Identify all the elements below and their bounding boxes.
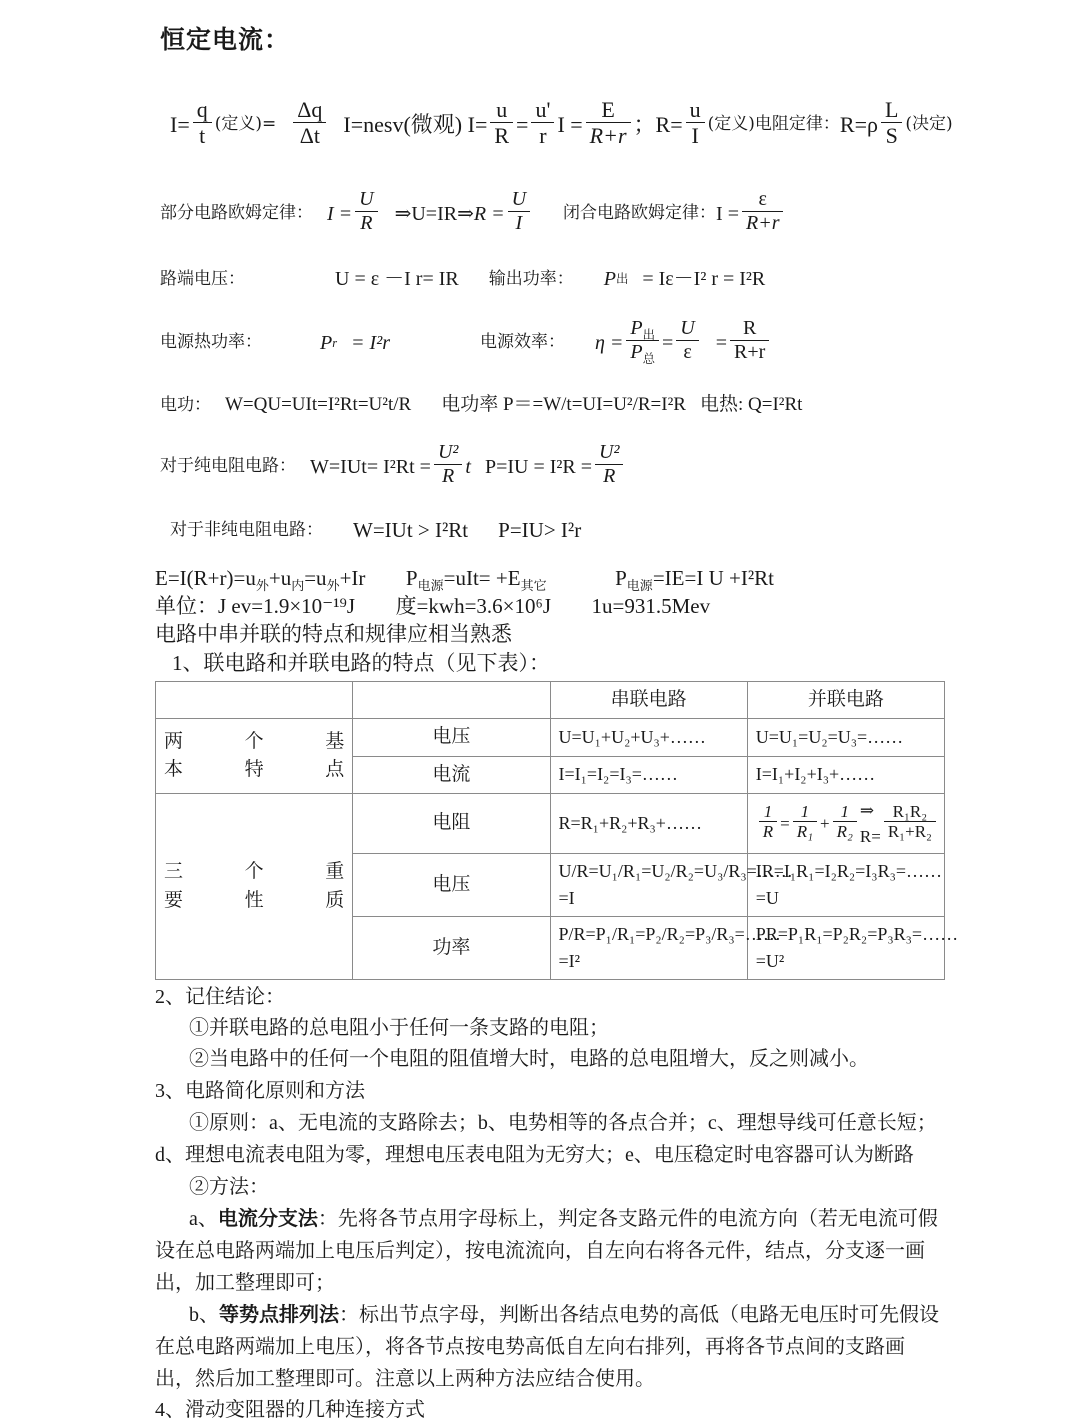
U-squared-over-R-fraction: [434, 442, 462, 487]
fraction-denominator: r: [539, 122, 547, 148]
fraction-denominator: R+r: [589, 122, 627, 148]
equals-sign: =: [780, 813, 790, 833]
equals-sign: =: [516, 111, 529, 137]
resistance-symbol: R =: [473, 202, 505, 225]
circuit-comparison-table: [155, 681, 959, 981]
fraction-numerator: 1: [793, 803, 817, 823]
emf-subscript-internal: 内: [291, 578, 305, 594]
fraction-numerator: R: [730, 318, 769, 341]
delta-q-over-delta-t-fraction: [293, 98, 326, 147]
units-expression: 单位：J ev=1.9×10⁻¹⁹J: [155, 594, 356, 619]
category-line-2: 要性质: [164, 889, 345, 911]
fraction-numerator: U²: [434, 442, 462, 465]
power-symbol: P: [320, 331, 333, 354]
emf-expression-part2: +u: [268, 566, 292, 591]
plus-sign: +: [820, 813, 830, 833]
U-over-R-fraction: [355, 189, 377, 234]
cell-parallel-voltage-2: IR=I₁R₁=I₂R₂=I₃R₃=……=U: [747, 854, 944, 917]
method-b-name: 等势点排列法: [219, 1304, 339, 1327]
section-3-principles: ①原则：a、无电流的支路除去；b、电势相等的各点合并；c、理想导线可任意长短；d、理想电流表电阻为零，理想电压表电阻为无穷大；e、电压稳定时电容器可认为断路: [155, 1112, 937, 1167]
table-header-row: [156, 681, 945, 719]
cell-series-resistance: R=R₁+R₂+R₃+……: [550, 794, 747, 854]
page-title: 恒定电流：: [160, 25, 291, 54]
power-expression: P=IU = I²R =: [484, 455, 593, 478]
cell-series-voltage-2: U/R=U₁/R₁=U₂/R₂=U₃/R₃=……=I: [550, 854, 747, 917]
fraction-numerator: 1: [759, 803, 777, 823]
joule-heat-expression: 电热: Q=I²Rt: [699, 394, 803, 416]
eta-symbol: η =: [594, 331, 624, 354]
category-line-2: 本特点: [164, 759, 345, 781]
method-a-name: 电流分支法: [217, 1208, 318, 1231]
cell-parallel-resistance: [747, 794, 944, 854]
fraction-denominator: ε: [683, 341, 692, 364]
kwh-expression: 度=kwh=3.6×10⁶J: [395, 594, 552, 619]
cell-parallel-power: PR=P₁R₁=P₂R₂=P₃R₃=……=U²: [747, 917, 944, 980]
method-b-text: ：标出节点字母，判断出各结点电势的高低（电路无电压时可先假设在总电路两端加上电压），将各节点按电势高低自左向右排列，再将各节点间的支路画出，然后加工整理即可。注意以上两种方法应结合使用。: [155, 1304, 939, 1391]
subrow-label-resistance: 电阻: [353, 794, 550, 854]
formula-line-5: [0, 395, 1080, 416]
non-pure-resistance-circuit-label: 对于非纯电阻电路：: [170, 520, 323, 541]
other-energy-subscript: 其它: [520, 578, 547, 594]
fraction-denominator: I: [515, 212, 523, 235]
category-two-basic-features: [156, 719, 353, 794]
cell-series-current: I=I₁=I₂=I₃=……: [550, 756, 747, 794]
intro-line: 电路中串并联的特点和规律应相当熟悉: [155, 622, 512, 647]
cell-series-voltage: U=U₁+U₂+U₃+……: [550, 719, 747, 757]
definition-label: (定义)=: [214, 114, 277, 135]
cell-series-power: P/R=P₁/R₁=P₂/R₂=P₃/R₃=……=I²: [550, 917, 747, 980]
method-a-label: a、: [189, 1208, 218, 1231]
formula-line-8: [0, 564, 1080, 592]
fraction-numerator: Δq: [293, 98, 326, 123]
resistance-equals: R=: [655, 111, 683, 137]
work-expression: W=IUt= I²Rt =: [310, 455, 431, 478]
source-power-symbol-2: P: [615, 566, 627, 591]
resistance-law-label: (定义)电阻定律：: [707, 114, 840, 135]
terminal-voltage-label: 路端电压：: [160, 268, 245, 289]
table-row: [156, 794, 945, 854]
fraction-numerator: E: [586, 98, 631, 123]
determination-label: (决定): [905, 114, 953, 135]
partial-circuit-ohm-law-label: 部分电路欧姆定律：: [160, 203, 313, 224]
method-b-label: b、: [189, 1304, 219, 1327]
power-inequality-expression: P=IU> I²r: [498, 518, 582, 543]
electric-power-expression: 电功率 P＝=W/t=UI=U²/R=I²R: [441, 394, 686, 416]
fraction-denominator: R₂: [836, 822, 853, 842]
denominator-subscript: 总: [642, 352, 656, 367]
closed-circuit-ohm-law-label: 闭合电路欧姆定律：: [563, 203, 717, 224]
formula-line-1: [0, 96, 1080, 149]
formula-line-6: [0, 441, 1080, 489]
formula-line-2: [0, 188, 1080, 236]
u-over-R-fraction: [490, 98, 513, 147]
U-over-I-fraction: [508, 189, 530, 234]
R-over-R-plus-r-fraction: [730, 318, 769, 363]
section-1-title: 1、联电路和并联电路的特点（见下表）：: [172, 650, 550, 675]
fraction-numerator: u': [531, 98, 554, 123]
electric-work-label: 电功：: [160, 395, 211, 416]
one-over-R-fraction: [759, 803, 777, 842]
source-heat-power-label: 电源热功率：: [160, 332, 262, 353]
R1R2-over-R1-plus-R2-fraction: [884, 803, 936, 842]
section-2-item-1: ①并联电路的总电阻小于任何一条支路的电阻；: [189, 1017, 609, 1040]
L-over-S-fraction: [881, 98, 902, 147]
section-3: [0, 1075, 1080, 1395]
electric-work-expression: W=QU=UIt=I²Rt=U²t/R: [225, 394, 412, 416]
emf-expression-part3: =u: [304, 566, 327, 591]
terminal-voltage-expression: U = ε －I r= IR: [335, 268, 459, 291]
circuit-comparison-table-wrapper: [0, 681, 1080, 981]
semicolon-separator: ；: [633, 111, 656, 137]
numerator-symbol: P: [630, 317, 643, 340]
fraction-numerator: u: [686, 98, 705, 123]
output-power-expression: = Iε－I² r = I²R: [642, 268, 766, 291]
cell-parallel-current: I=I₁+I₂+I₃+……: [747, 756, 944, 794]
section-3-title: 3、电路简化原则和方法: [155, 1080, 365, 1103]
u-prime-over-r-fraction: [531, 98, 554, 147]
current-definition-prefix: I=: [170, 111, 190, 137]
section-2-item-2: ②当电路中的任何一个电阻的阻值增大时，电路的总电阻增大，反之则减小。: [189, 1048, 869, 1071]
section-2-title: 2、记住结论：: [155, 986, 285, 1009]
U-over-epsilon-fraction: [676, 318, 698, 363]
header-blank-category: [156, 681, 353, 719]
fraction-denominator: R+r: [734, 341, 766, 364]
fraction-numerator: L: [881, 98, 902, 123]
source-efficiency-label: 电源效率：: [479, 332, 565, 353]
denominator-symbol: P: [630, 341, 643, 364]
fraction-numerator: u: [490, 98, 513, 123]
fraction-denominator: t: [199, 122, 206, 148]
equals-sign: =: [662, 331, 674, 354]
fraction-denominator: Δt: [299, 122, 320, 148]
subrow-label-voltage: 电压: [353, 719, 550, 757]
fraction-denominator: R+r: [745, 212, 780, 235]
fraction-denominator: R: [603, 465, 616, 488]
fraction-numerator: 1: [833, 803, 857, 823]
E-over-R-plus-r-fraction: [586, 98, 631, 147]
fraction-denominator: S: [885, 122, 898, 148]
subrow-label-power: 功率: [353, 917, 550, 980]
category-line-1: 三 个 重: [164, 861, 345, 883]
current-equals: I =: [716, 202, 739, 225]
microscopic-current-expression: I=nesv(微观) I=: [343, 111, 488, 137]
formula-line-4: 电源热功率： P r = I²r 电源效率： η = $\frac{P_出}{P_总}$ = $\frac{U}{\varepsilon}$ = $\frac{R}{R+r}$: [0, 320, 1080, 365]
fraction-denominator: R₁+R₂: [887, 822, 932, 842]
current-equals: I =: [557, 111, 583, 137]
fraction-denominator: [626, 341, 659, 367]
fraction-numerator: U²: [595, 442, 623, 465]
fraction-numerator: R₁R₂: [884, 803, 936, 823]
section-4-title: 4、滑动变阻器的几种连接方式: [155, 1399, 425, 1422]
header-parallel-circuit: 并联电路: [747, 681, 944, 719]
section-3-method-title: ②方法：: [189, 1176, 269, 1199]
P-out-over-P-total-fraction: [626, 317, 659, 367]
category-line-1: 两 个 基: [164, 730, 345, 752]
source-power-subscript: 电源: [417, 578, 444, 594]
fraction-numerator: U: [355, 189, 377, 212]
fraction-denominator: R: [360, 212, 373, 235]
source-power-subscript-2: 电源: [626, 578, 653, 594]
fraction-numerator: q: [193, 98, 212, 123]
numerator-subscript: 出: [642, 328, 656, 343]
fraction-numerator: U: [676, 318, 698, 341]
emf-subscript-external: 外: [255, 578, 269, 594]
emf-expression-part1: E=I(R+r)=u: [155, 566, 256, 591]
table-row: [156, 719, 945, 757]
section-3-method-b: [155, 1299, 940, 1395]
output-power-label: 输出功率：: [488, 268, 574, 289]
work-inequality-expression: W=IUt > I²Rt: [353, 518, 469, 543]
fraction-numerator: U: [508, 189, 530, 212]
heat-power-expression: = I²r: [351, 331, 390, 354]
section-4: [0, 1395, 1080, 1426]
fraction-denominator: R: [442, 465, 455, 488]
subrow-label-current: 电流: [353, 756, 550, 794]
formula-line-3: 路端电压： U = ε －I r= IR 输出功率： P 出 = Iε－I² r = I²R: [160, 268, 766, 291]
equals-sign-2: =: [715, 331, 728, 354]
fraction-denominator: R₁: [796, 822, 814, 842]
fraction-numerator: ε: [742, 189, 784, 212]
source-power-symbol: P: [405, 566, 418, 591]
fraction-denominator: R: [762, 822, 774, 842]
source-power-expression-2: =IE=I U +I²Rt: [652, 566, 774, 591]
fraction-denominator: I: [691, 122, 699, 148]
one-over-R2-fraction: [833, 803, 857, 842]
subrow-label-voltage-2: 电压: [353, 854, 550, 917]
section-2: [0, 982, 1080, 1075]
cell-parallel-voltage: U=U₁=U₂=U₃=……: [747, 719, 944, 757]
formula-line-9-units: [0, 592, 1080, 620]
u-over-I-fraction: [686, 98, 705, 147]
time-symbol: t: [465, 455, 471, 478]
current-symbol: I =: [327, 202, 353, 225]
formula-line-7: [0, 519, 1080, 542]
fraction-numerator: [626, 318, 659, 341]
atomic-mass-unit-expression: 1u=931.5Mev: [591, 594, 711, 619]
category-three-important-properties: [156, 794, 353, 980]
header-blank-sub: [353, 681, 550, 719]
pure-resistance-circuit-label: 对于纯电阻电路：: [160, 456, 296, 477]
fraction-denominator: R: [494, 122, 510, 148]
U-squared-over-R-fraction-2: [595, 442, 623, 487]
header-series-circuit: 串联电路: [550, 681, 747, 719]
implies-R-equals: ⇒ R=: [859, 801, 881, 846]
method-a-text: ：先将各节点用字母标上，判定各支路元件的电流方向（若无电流可假设在总电路两端加上电压后判定），按电流流向，自左向右将各元件，结点，分支逐一画出，加工整理即可；: [155, 1208, 938, 1295]
q-over-t-fraction: [193, 98, 212, 147]
section-3-method-a: [155, 1203, 940, 1299]
implication-expression: ⇒U=IR⇒: [394, 202, 474, 225]
source-power-expression: =uIt= +E: [443, 566, 521, 591]
emf-subscript-external-2: 外: [326, 578, 340, 594]
power-symbol: P: [603, 268, 616, 291]
one-over-R1-fraction: [793, 803, 817, 842]
resistivity-expression: R=ρ: [839, 111, 878, 137]
emf-expression-part4: +Ir: [339, 566, 366, 591]
epsilon-over-R-plus-r-fraction: [742, 189, 784, 234]
